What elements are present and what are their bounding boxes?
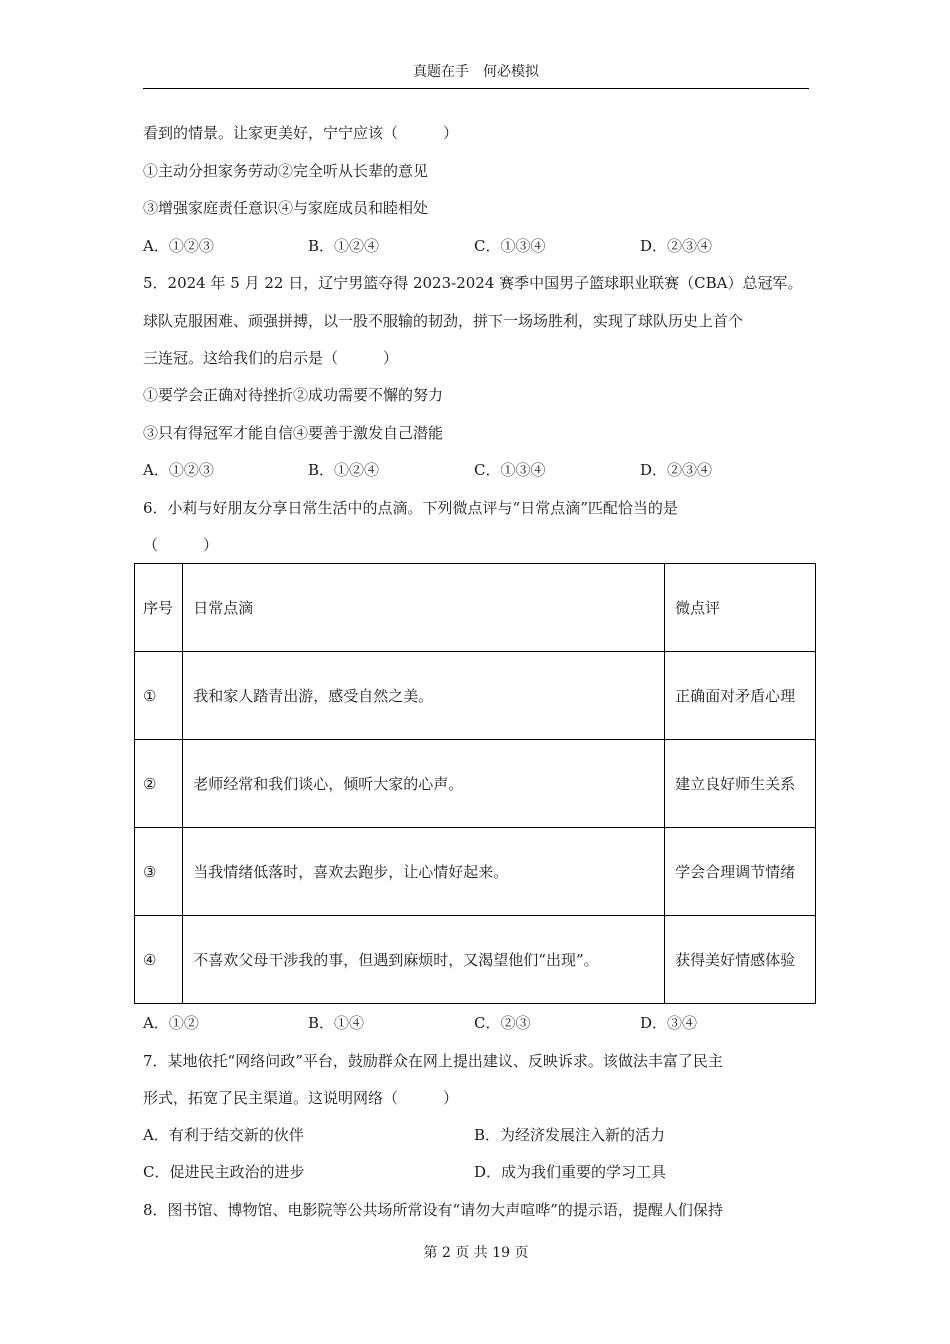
q5-option-c[interactable]: C．①③④	[474, 461, 546, 479]
table-row	[135, 828, 816, 916]
page-header: 真题在手 何必模拟	[413, 64, 539, 80]
q7-option-a[interactable]: A．有利于结交新的伙伴	[143, 1126, 304, 1144]
row-index: ②	[135, 740, 183, 828]
q4-option-a[interactable]: A．①②③	[143, 237, 214, 255]
q5-statements-1: ①要学会正确对待挫折②成功需要不懈的努力	[143, 386, 444, 404]
q6-options	[143, 1013, 809, 1033]
page-footer: 第 2 页 共 19 页	[423, 1245, 529, 1261]
q7-stem-line-1: 7．某地依托“网络问政”平台，鼓励群众在网上提出建议、反映诉求。该做法丰富了民主	[143, 1052, 723, 1070]
row-comment: 学会合理调节情绪	[665, 828, 816, 916]
row-index: ④	[135, 916, 183, 1004]
q7-option-d[interactable]: D．成为我们重要的学习工具	[474, 1163, 667, 1181]
header-event: 日常点滴	[183, 564, 665, 652]
q4-option-b[interactable]: B．①②④	[308, 237, 380, 255]
q6-stem-line-2: （ ）	[143, 536, 219, 554]
q4-statements-1: ①主动分担家务劳动②完全听从长辈的意见	[143, 162, 429, 180]
q4-statements-2: ③增强家庭责任意识④与家庭成员和睦相处	[143, 199, 429, 217]
q4-options	[143, 236, 809, 256]
q5-stem-line-3: 三连冠。这给我们的启示是（ ）	[143, 349, 399, 367]
q7-options-row-1	[143, 1125, 809, 1145]
header-index: 序号	[135, 564, 183, 652]
row-comment: 建立良好师生关系	[665, 740, 816, 828]
row-index: ③	[135, 828, 183, 916]
q7-options-row-2	[143, 1162, 809, 1182]
q5-stem-line-2: 球队克服困难、顽强拼搏，以一股不服输的韧劲，拼下一场场胜利，实现了球队历史上首个	[143, 312, 744, 330]
q6-table	[134, 563, 816, 1004]
row-comment: 正确面对矛盾心理	[665, 652, 816, 740]
q6-stem-line-1: 6．小莉与好朋友分享日常生活中的点滴。下列微点评与“日常点滴”匹配恰当的是	[143, 499, 678, 517]
q6-option-a[interactable]: A．①②	[143, 1014, 199, 1032]
row-event: 老师经常和我们谈心，倾听大家的心声。	[183, 740, 665, 828]
q4-option-c[interactable]: C．①③④	[474, 237, 546, 255]
header-comment: 微点评	[665, 564, 816, 652]
q6-option-c[interactable]: C．②③	[474, 1014, 531, 1032]
row-comment: 获得美好情感体验	[665, 916, 816, 1004]
row-event: 我和家人踏青出游，感受自然之美。	[183, 652, 665, 740]
row-index: ①	[135, 652, 183, 740]
q7-option-b[interactable]: B．为经济发展注入新的活力	[474, 1126, 666, 1144]
q7-stem-line-2: 形式，拓宽了民主渠道。这说明网络（ ）	[143, 1089, 459, 1107]
q6-option-b[interactable]: B．①④	[308, 1014, 365, 1032]
table-row	[135, 916, 816, 1004]
q5-statements-2: ③只有得冠军才能自信④要善于激发自己潜能	[143, 424, 444, 442]
q8-stem-line-1: 8．图书馆、博物馆、电影院等公共场所常设有“请勿大声喧哗”的提示语，提醒人们保持	[143, 1201, 723, 1219]
q6-option-d[interactable]: D．③④	[640, 1014, 698, 1032]
header-rule	[143, 88, 809, 89]
q5-options	[143, 460, 809, 480]
q5-stem-line-1: 5．2024 年 5 月 22 日，辽宁男篮夺得 2023-2024 赛季中国男子篮球职业联赛（CBA）总冠军。	[143, 274, 803, 292]
row-event: 不喜欢父母干涉我的事，但遇到麻烦时，又渴望他们“出现”。	[183, 916, 665, 1004]
q4-stem-line: 看到的情景。让家更美好，宁宁应该（ ）	[143, 124, 459, 142]
table-row	[135, 652, 816, 740]
q5-option-a[interactable]: A．①②③	[143, 461, 214, 479]
table-header-row	[135, 564, 816, 652]
table-row	[135, 740, 816, 828]
q4-option-d[interactable]: D．②③④	[640, 237, 713, 255]
row-event: 当我情绪低落时，喜欢去跑步，让心情好起来。	[183, 828, 665, 916]
q5-option-d[interactable]: D．②③④	[640, 461, 713, 479]
q5-option-b[interactable]: B．①②④	[308, 461, 380, 479]
q7-option-c[interactable]: C．促进民主政治的进步	[143, 1163, 305, 1181]
